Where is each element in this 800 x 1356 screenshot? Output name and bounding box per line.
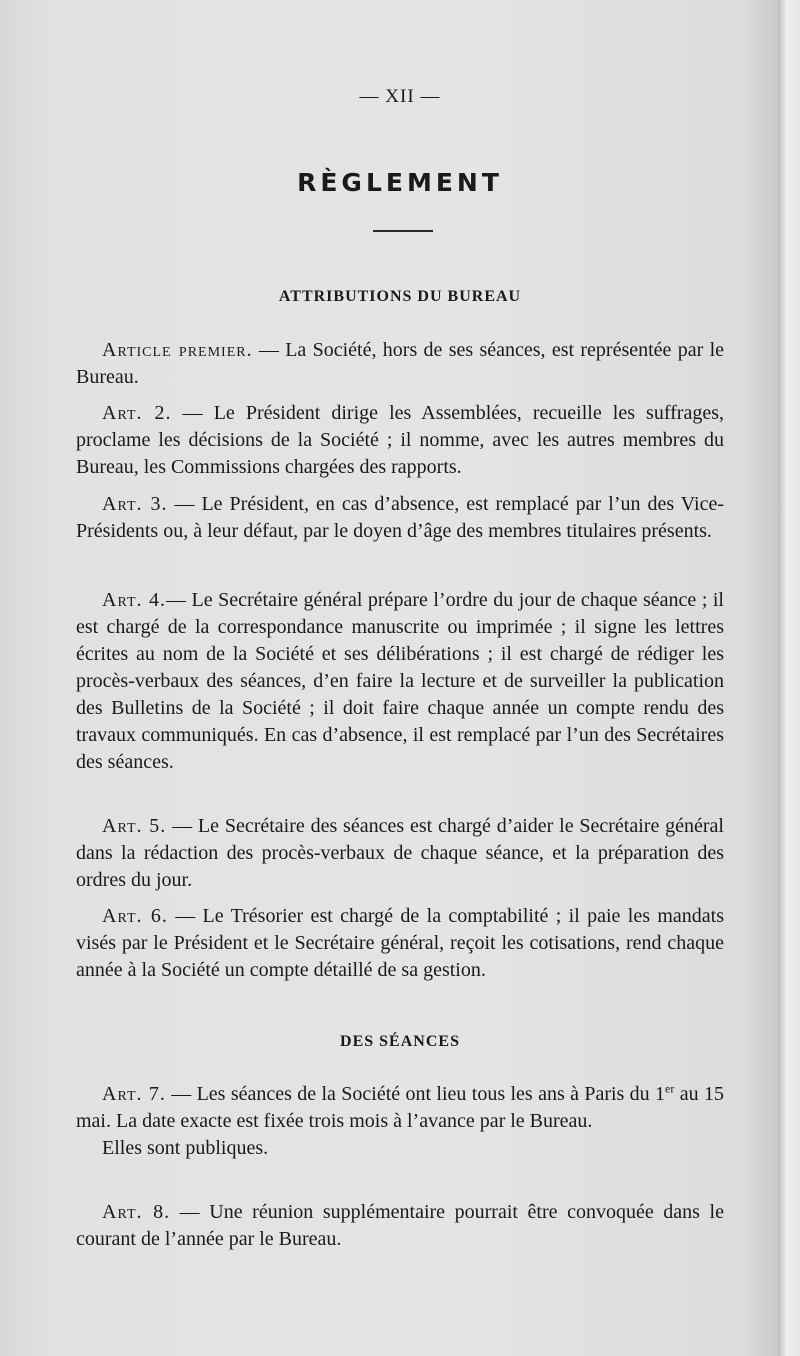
article-text: — Le Président dirige les Assemblées, recueille les suffrages, proclame les décisions de la Société ; il nomme, avec les autres membres du Bureau, les Commissions chargées des rapports. <box>76 402 724 478</box>
superscript: er <box>665 1081 675 1096</box>
article-label: Art. 7. <box>102 1083 166 1105</box>
article-label: Art. 4. <box>102 589 166 611</box>
article-text: — Une réunion supplémentaire pourrait être convoquée dans le courant de l’année par le Bureau. <box>76 1201 724 1250</box>
section-heading-seances: DES SÉANCES <box>340 1033 460 1050</box>
article-text: — Le Président, en cas d’absence, est remplacé par l’un des Vice-Présidents ou, à leur défaut, par le doyen d’âge des membres titulaires présents. <box>76 493 724 542</box>
article-label: Article premier. <box>102 339 253 361</box>
article-3 <box>76 491 724 545</box>
page-number: — XII — <box>359 86 441 107</box>
page-title: RÈGLEMENT <box>297 168 503 197</box>
section-heading-bureau: ATTRIBUTIONS DU BUREAU <box>278 288 522 305</box>
article-7 <box>76 1081 724 1162</box>
article-6 <box>76 903 724 984</box>
article-text: — Le Trésorier est chargé de la comptabilité ; il paie les mandats visés par le Président et le Secrétaire général, reçoit les cotisations, rend chaque année à la Société un compte détaillé de sa gestion. <box>76 905 724 981</box>
article-2 <box>76 400 724 481</box>
article-7-extra: Elles sont publiques. <box>102 1137 269 1159</box>
title-rule <box>373 230 433 232</box>
article-text-cont: au 15 mai. La date exacte est fixée trois mois à l’avance par le Bureau. <box>76 1083 724 1132</box>
article-8 <box>76 1199 724 1253</box>
page-edge <box>778 0 800 1356</box>
article-text: — Le Secrétaire général prépare l’ordre du jour de chaque séance ; il est chargé de la correspondance manuscrite ou imprimée ; il signe les lettres écrites au nom de la Société et ses délibérations ; il est chargé de rédiger les procès-verbaux des séances, d’en faire la lecture et de surveiller la publication des Bulletins de la Société ; il doit faire chaque année un compte rendu des travaux communiqués. En cas d’absence, il est remplacé par l’un des Secrétaires des séances. <box>76 589 724 773</box>
article-4 <box>76 587 724 776</box>
article-label: Art. 6. <box>102 905 168 927</box>
article-1 <box>76 337 724 391</box>
article-label: Art. 3. <box>102 493 168 515</box>
article-label: Art. 8. <box>102 1201 171 1223</box>
article-text: — Le Secrétaire des séances est chargé d’aider le Secrétaire général dans la rédaction des procès-verbaux de chaque séance, et la préparation des ordres du jour. <box>76 815 724 891</box>
article-label: Art. 2. <box>102 402 172 424</box>
article-5 <box>76 813 724 894</box>
article-text: — La Société, hors de ses séances, est représentée par le Bureau. <box>76 339 725 388</box>
article-label: Art. 5. <box>102 815 167 837</box>
article-text: — Les séances de la Société ont lieu tous les ans à Paris du 1 <box>165 1083 666 1105</box>
